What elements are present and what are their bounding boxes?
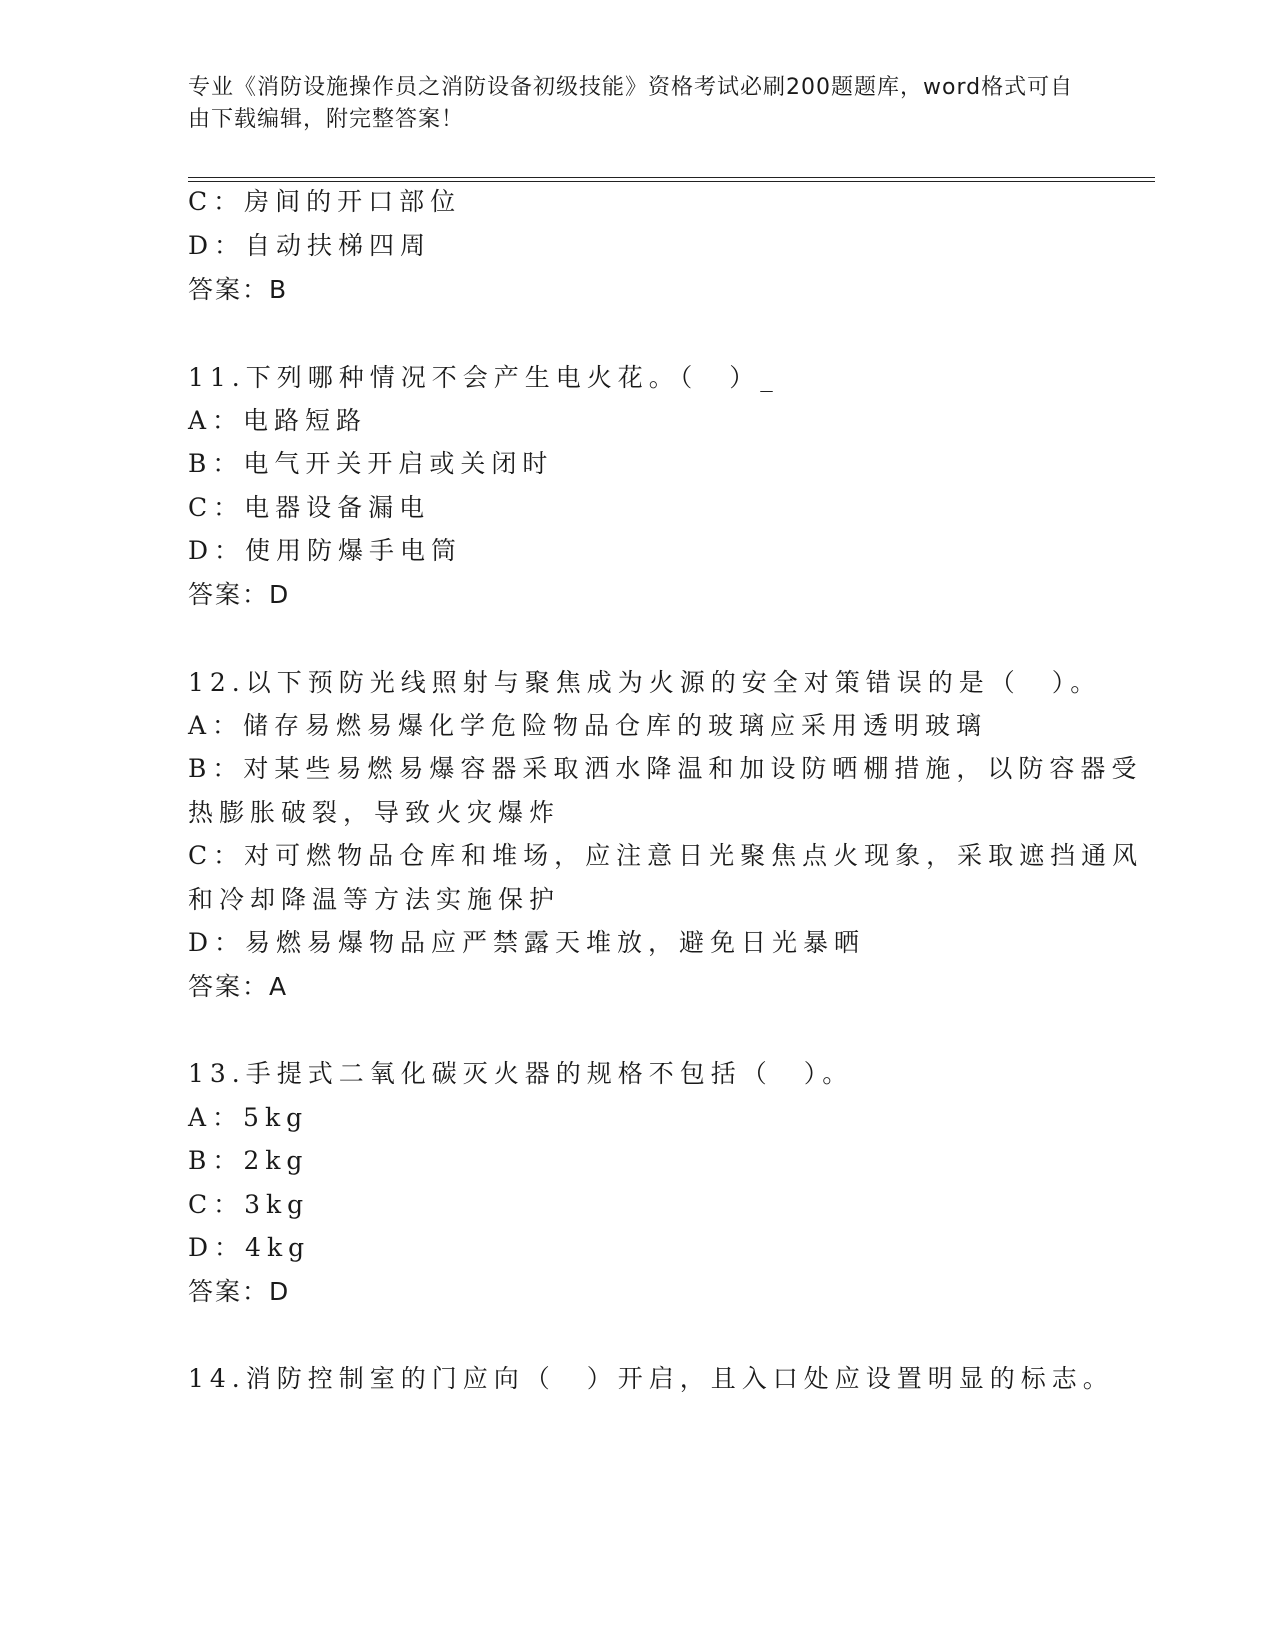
question-12-stem: 12.以下预防光线照射与聚焦成为火源的安全对策错误的是（ ）。 xyxy=(188,668,1102,697)
question-12-option-d: D：易燃易爆物品应严禁露天堆放，避免日光暴晒 xyxy=(188,928,866,957)
question-12-option-c-line1: C：对可燃物品仓库和堆场，应注意日光聚焦点火现象，采取遮挡通风 xyxy=(188,841,1144,870)
question-14-stem: 14.消防控制室的门应向（ ）开启，且入口处应设置明显的标志。 xyxy=(188,1364,1114,1393)
question-11-option-d: D：使用防爆手电筒 xyxy=(188,536,463,565)
prev-option-d: D：自动扶梯四周 xyxy=(188,231,432,260)
question-13-answer: 答案：D xyxy=(188,1277,291,1306)
question-12-option-c-line2: 和冷却降温等方法实施保护 xyxy=(188,885,561,914)
question-13-stem: 13.手提式二氧化碳灭火器的规格不包括（ ）。 xyxy=(188,1059,854,1088)
question-12-option-a: A：储存易燃易爆化学危险物品仓库的玻璃应采用透明玻璃 xyxy=(188,711,988,740)
question-11-answer: 答案：D xyxy=(188,580,291,609)
question-13-option-c: C：3kg xyxy=(188,1190,310,1219)
question-12-answer: 答案：A xyxy=(188,972,289,1001)
document-header: 专业《消防设施操作员之消防设备初级技能》资格考试必刷200题题库，word格式可自由下载编辑，附完整答案！ xyxy=(188,75,1074,132)
question-13-option-b: B：2kg xyxy=(188,1146,309,1175)
question-11-option-b: B：电气开关开启或关闭时 xyxy=(188,449,554,478)
question-11-option-c: C：电器设备漏电 xyxy=(188,493,431,522)
question-11-stem: 11.下列哪种情况不会产生电火花。（ ）_ xyxy=(188,363,779,392)
prev-answer: 答案：B xyxy=(188,275,289,304)
question-11-option-a: A：电路短路 xyxy=(188,406,368,435)
prev-option-c: C：房间的开口部位 xyxy=(188,187,462,216)
question-13-option-a: A：5kg xyxy=(188,1103,309,1132)
header-divider-top xyxy=(188,177,1155,178)
header-divider-bottom xyxy=(188,181,1155,182)
question-12-option-b-line2: 热膨胀破裂，导致火灾爆炸 xyxy=(188,798,561,827)
question-13-option-d: D：4kg xyxy=(188,1233,311,1262)
question-12-option-b-line1: B：对某些易燃易爆容器采取洒水降温和加设防晒棚措施，以防容器受 xyxy=(188,754,1143,783)
